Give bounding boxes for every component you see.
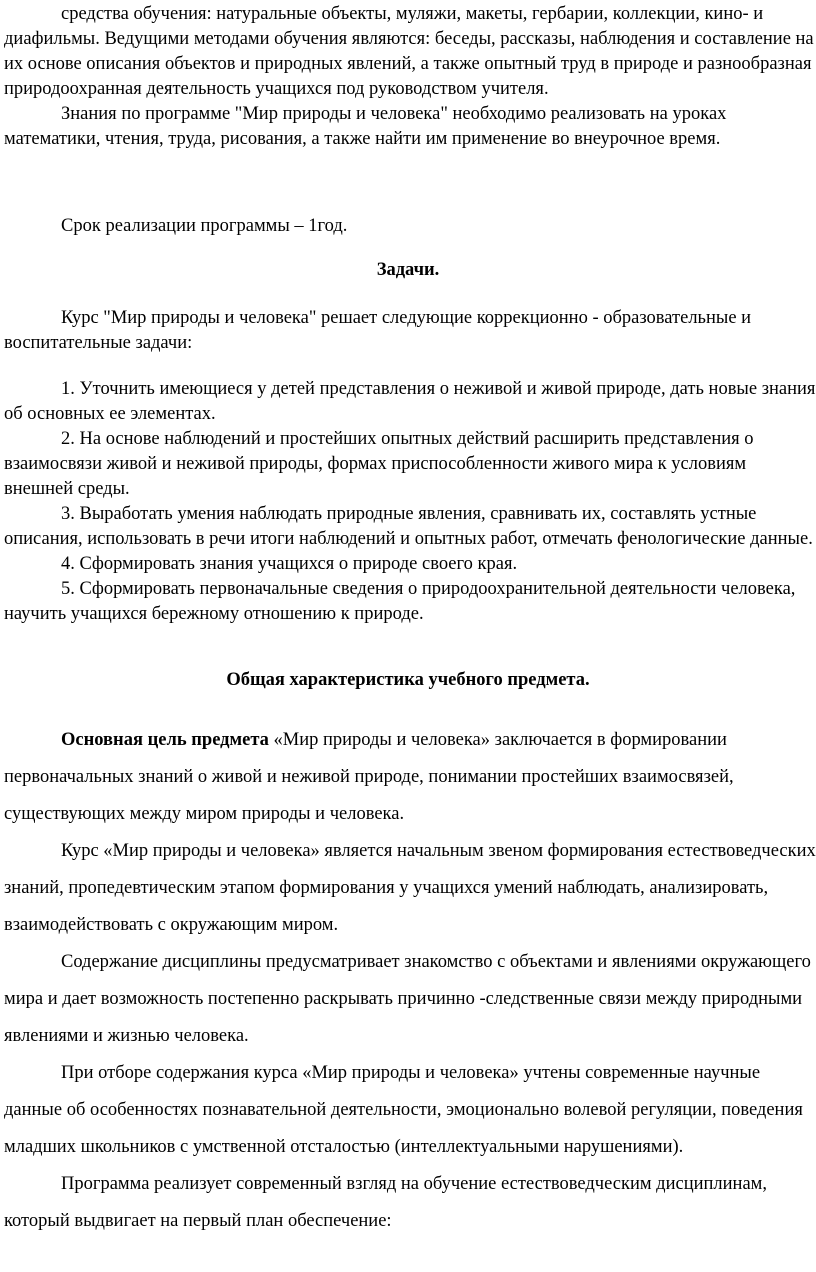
general-block	[4, 722, 816, 1240]
methods-block	[4, 2, 816, 152]
para-program: Программа реализует современный взгляд на обучение естествоведческим дисциплинам, который выдвигает на первый план обеспечение:	[4, 1174, 767, 1231]
para-course: Курс «Мир природы и человека» является начальным звеном формирования естествоведческих знаний, пропедевтическим этапом формирования у учащихся умений наблюдать, анализировать, взаимодействовать с окружающим миром.	[4, 841, 816, 935]
para-selection: При отборе содержания курса «Мир природы и человека» учтены современные научные данные об особенностях познавательной деятельности, эмоционально волевой регуляции, поведения младших школьников с умственной отсталостью (интеллектуальными нарушениями).	[4, 1063, 803, 1157]
para-goal	[4, 722, 816, 833]
para-methods: средства обучения: натуральные объекты, муляжи, макеты, гербарии, коллекции, кино- и диафильмы. Ведущими методами обучения являются: беседы, рассказы, наблюдения и составление на их основе описания объектов и природных явлений, а также опытный труд в природе и разнообразная природоохранная деятельность учащихся под руководством учителя.	[4, 4, 814, 99]
para-knowledge: Знания по программе "Мир природы и человека" необходимо реализовать на уроках математики, чтения, труда, рисования, а также найти им применение во внеурочное время.	[4, 104, 727, 149]
tasks-intro: Курс "Мир природы и человека" решает следующие коррекционно - образовательные и воспитательные задачи:	[4, 308, 752, 353]
task-item: 3. Выработать умения наблюдать природные явления, сравнивать их, составлять устные описания, использовать в речи итоги наблюдений и опытных работ, отмечать фенологические данные.	[4, 504, 813, 549]
tasks-heading: Задачи.	[376, 260, 440, 280]
task-item: 1. Уточнить имеющиеся у детей представления о неживой и живой природе, дать новые знания об основных ее элементах.	[4, 379, 816, 424]
task-item: 4. Сформировать знания учащихся о природе своего края.	[61, 554, 518, 574]
tasks-intro-block	[4, 306, 816, 356]
para-content: Содержание дисциплины предусматривает знакомство с объектами и явлениями окружающего мира и дает возможность постепенно раскрывать причинно -следственные связи между природными явлениями и жизнью человека.	[4, 952, 811, 1046]
general-heading: Общая характеристика учебного предмета.	[226, 670, 590, 690]
task-item: 2. На основе наблюдений и простейших опытных действий расширить представления о взаимосвязи живой и неживой природы, формах приспособленности живого мира к условиям внешней среды.	[4, 429, 754, 499]
tasks-list	[4, 377, 816, 627]
term-line: Срок реализации программы – 1год.	[61, 216, 348, 236]
goal-rest: «Мир природы и человека» заключается в формировании первоначальных знаний о живой и неживой природе, понимании простейших взаимосвязей, существующих между миром природы и человека.	[4, 730, 734, 824]
task-item: 5. Сформировать первоначальные сведения о природоохранительной деятельности человека, научить учащихся бережному отношению к природе.	[4, 579, 796, 624]
goal-bold: Основная цель предмета	[61, 730, 269, 750]
